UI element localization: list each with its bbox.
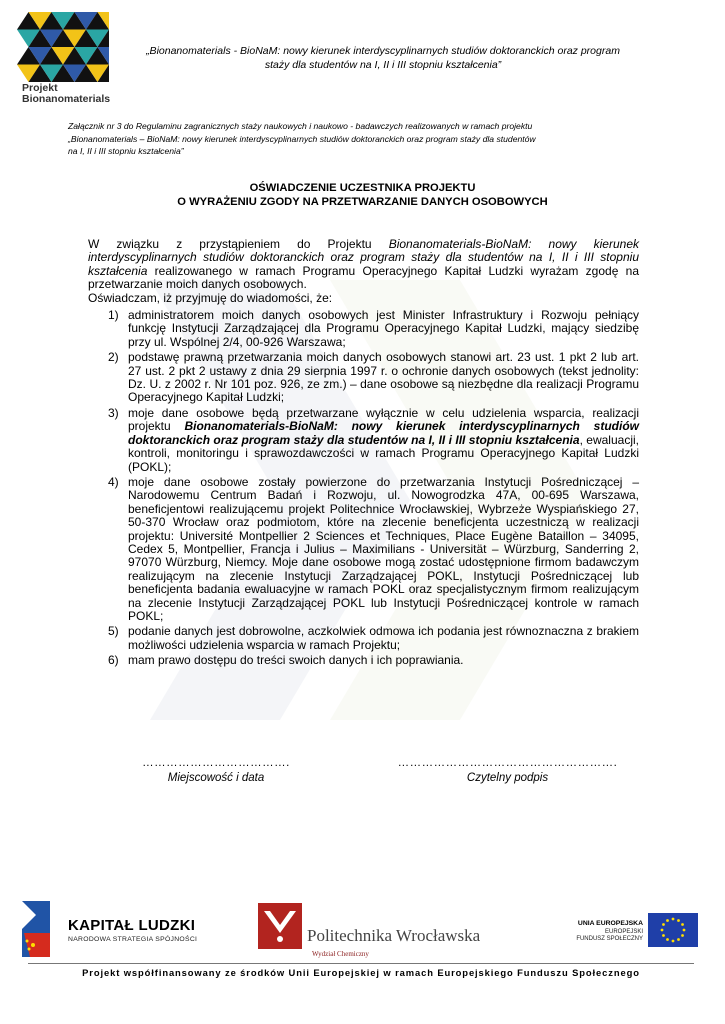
list-item-number: 4) (108, 474, 119, 489)
list-item (88, 625, 639, 652)
intro-paragraph (88, 238, 639, 292)
list-item-text: moje dane osobowe zostały powierzone do przetwarzania Instytucji Pośredniczącej – Narodowemu Centrum Badań i Rozwoju, ul. Nowogrodzka 47A, 00-695 Warszawa, beneficjentowi realizującemu projekt Politechnice Wrocławskiej, Wybrzeże Wyspiańskiego 27, 50-370 Wrocław oraz podmiotom, które na zlecenie beneficjenta uczestniczą w realizacji projektu: Université Montpellier 2 Sciences et Techniques, Place Eugène Bataillon – 34095, Cedex 5, Montpellier, Francja i Julius – Maximilians - Universität – Würzburg, Sanderring 2, 97070 Würzburg, Niemcy. Moje dane osobowe mogą zostać udostępnione firmom badawczym realizującym na zlecenie Instytucji Zarządzającej POKL, Instytucji Pośredniczącej lub beneficjenta badania ewaluacyjne w ramach POKL oraz specjalistycznym firmom realizującym na zlecenie Instytucji Zarządzającej POKL lub Instytucji Pośredniczącej kontrole w ramach POKL; (128, 474, 639, 623)
list-item-number: 2) (108, 350, 119, 365)
list-item-number: 6) (108, 653, 119, 668)
annex-line2: „Bionanomaterials – BioNaM: nowy kierunek interdyscyplinarnych studiów doktoranckich oraz program staży dla studentów (68, 133, 536, 144)
annex-line1: Załącznik nr 3 do Regulaminu zagranicznych staży naukowych i naukowo - badawczych realizowanych w ramach projektu (68, 121, 533, 131)
list-item-text: administratorem moich danych osobowych jest Minister Infrastruktury i Rozwoju pełniący funkcję Instytucji Zarządzającej dla Programu Operacyjnego Kapitał Ludzki, mający siedzibę przy ul. Wspólnej 2/4, 00-926 Warszawa; (128, 308, 639, 349)
eu-star (677, 919, 680, 922)
eu-title: UNIA EUROPEJSKA (577, 920, 643, 927)
list-item-project-name: Bionanomaterials-BioNaM: nowy kierunek interdyscyplinarnych studiów doktoranckich oraz program staży dla studentów na I, II i III stopniu kształcenia (128, 419, 639, 447)
document-title (60, 181, 665, 209)
eu-star (681, 923, 684, 926)
list-item-number: 5) (108, 624, 119, 639)
list-item-text: podstawę prawną przetwarzania moich danych osobowych stanowi art. 23 ust. 1 pkt 2 lub art. 27 ust. 2 pkt 2 ustawy z dnia 29 sierpnia 1997 r. o ochronie danych osobowych (tekst jednolity: Dz. U. z 2002 r. Nr 101 poz. 926, ze zm.) – dane osobowe są niezbędne dla realizacji Programu Operacyjnego Kapitał Ludzki; (128, 350, 639, 405)
eu-star (677, 938, 680, 941)
eu-star (683, 929, 686, 932)
intro-project-name: Bionanomaterials-BioNaM: nowy kierunek interdyscyplinarnych studiów doktoranckich oraz program staży dla studentów na I, II i III stopniu kształcenia (88, 237, 639, 278)
footer-divider (28, 963, 694, 964)
document-title-line1: OŚWIADCZENIE UCZESTNIKA PROJEKTU (249, 182, 476, 194)
list-item (88, 407, 639, 474)
header-project-title (118, 44, 648, 72)
eu-star (661, 929, 664, 932)
eu-fund-line1: EUROPEJSKI (604, 929, 643, 935)
politechnika-name: Politechnika Wrocławska (307, 926, 481, 945)
logo-caption-line2: Bionanomaterials (22, 93, 111, 105)
list-item-number: 3) (108, 405, 119, 420)
kapital-ludzki-title: KAPITAŁ LUDZKI (68, 917, 196, 934)
statements-list (88, 309, 639, 668)
list-item-text: moje dane osobowe będą przetwarzane wyłącznie w celu udzielenia wsparcia, realizacji projektu (128, 405, 639, 434)
signature-field (395, 757, 620, 784)
eu-fund-line2: FUNDUSZ SPOŁECZNY (576, 936, 643, 942)
eu-star (666, 919, 669, 922)
politechnika-department: Wydział Chemiczny (312, 950, 369, 958)
kapital-ludzki-logo (22, 901, 50, 957)
list-item (88, 654, 639, 667)
eu-star (672, 940, 675, 943)
place-date-dots: ………………………………. (142, 757, 290, 769)
intro-text-b: realizowanego w ramach Programu Operacyjnego Kapitał Ludzki wyrażam zgodę na przetwarzanie moich danych osobowych. (88, 263, 639, 292)
cofinance-note: Projekt współfinansowany ze środków Unii Europejskiej w ramach Europejskiego Funduszu Społecznego (82, 967, 640, 978)
intro-statement: Oświadczam, iż przyjmuję do wiadomości, że: (88, 290, 333, 305)
eu-star (672, 918, 675, 921)
list-item (88, 351, 639, 405)
eu-star (662, 934, 665, 937)
annex-note (68, 120, 640, 158)
list-item-text: , ewaluacji, kontroli, monitoringu i sprawozdawczości w ramach Programu Operacyjnego Kapitał Ludzki (POKL); (128, 432, 639, 474)
kapital-ludzki-subtitle: NARODOWA STRATEGIA SPÓJNOŚCI (68, 936, 198, 943)
list-item-text: mam prawo dostępu do treści swoich danych i ich poprawiania. (128, 653, 464, 668)
annex-line3: na I, II i III stopniu kształcenia” (68, 146, 184, 157)
intro-text-a: W związku z przystąpieniem do Projektu (88, 237, 389, 251)
eu-star (681, 934, 684, 937)
document-title-line2: O WYRAŻENIU ZGODY NA PRZETWARZANIE DANYCH OSOBOWYCH (177, 196, 548, 208)
place-date-signature-field (136, 757, 296, 784)
place-date-label: Miejscowość i data (167, 772, 265, 784)
eu-star (666, 938, 669, 941)
eu-star (662, 923, 665, 926)
header-title-line2: staży dla studentów na I, II i III stopniu kształcenia” (264, 59, 502, 71)
politechnika-wroclawska-crest (258, 903, 302, 949)
bionanomaterials-logo-mosaic (17, 12, 109, 82)
list-item-number: 1) (108, 308, 119, 323)
signature-label: Czytelny podpis (466, 772, 549, 784)
list-item (88, 476, 639, 623)
declaration-body (88, 238, 639, 670)
eu-fund (568, 929, 643, 943)
eu-flag (648, 913, 698, 947)
list-item-text: podanie danych jest dobrowolne, aczkolwiek odmowa ich podania jest równoznaczna z brakiem możliwości udzielenia wsparcia w ramach Projektu; (128, 624, 639, 652)
logo-caption (22, 83, 110, 105)
logo-caption-line1: Projekt (22, 82, 58, 94)
list-item (88, 309, 639, 349)
signature-dots: ………………………………………………. (397, 757, 618, 769)
header-title-line1: „Bionanomaterials - BioNaM: nowy kierunek interdyscyplinarnych studiów doktoranckich oraz program (146, 45, 620, 57)
